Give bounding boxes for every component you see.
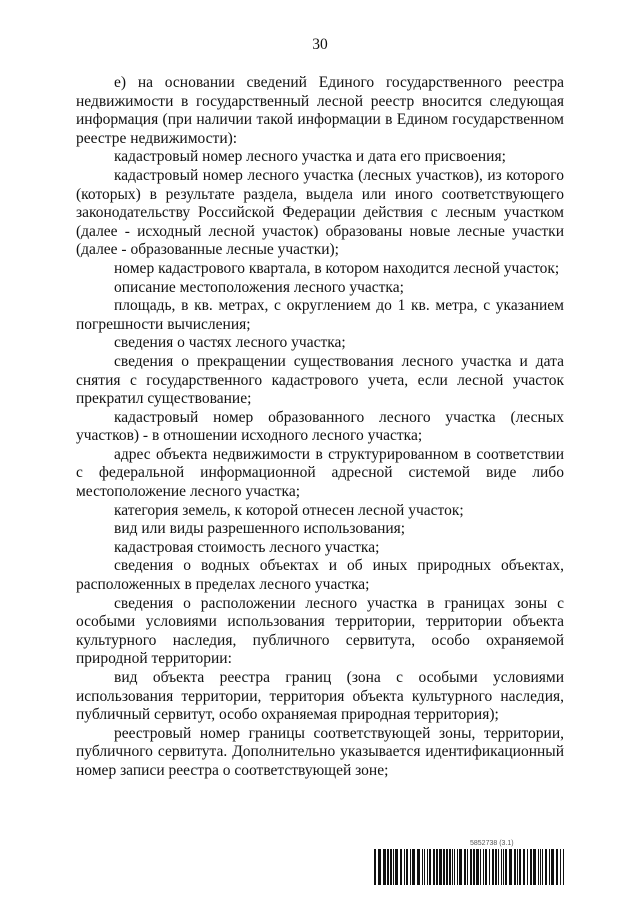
barcode-bar <box>412 849 415 885</box>
paragraph: вид или виды разрешенного использования; <box>114 520 406 538</box>
barcode-bar <box>514 849 516 885</box>
page-number: 30 <box>312 36 328 53</box>
barcode-bar <box>387 849 389 885</box>
paragraph: кадастровый номер образованного лесного участка (лесных участков) - в отношении исходного лесного участка; <box>76 408 564 445</box>
barcode-bar <box>400 849 402 885</box>
paragraph: кадастровый номер лесного участка (лесных участков), из которого (которых) в результате раздела, выдела или иного соответствующего законодательству Российской Федерации действия с лесным участком (далее - исходный лесной участок) образованы новые лесные участки (далее - образованные лесные участки); <box>76 166 564 259</box>
paragraph: сведения о прекращении существования лесного участка и дата снятия с государственного кадастрового учета, если лесной участок прекратил существование; <box>76 352 564 408</box>
barcode-bar <box>551 849 554 885</box>
barcode-bar <box>485 849 487 885</box>
barcode-bar <box>483 849 484 885</box>
barcode-bar <box>495 849 497 885</box>
barcode-bar <box>545 849 547 885</box>
paragraph: вид объекта реестра границ (зона с особыми условиями использования территории, территория объекта культурного наследия, публичный сервитут, особо охраняемая природная территория); <box>76 669 564 724</box>
barcode-bar <box>452 849 453 885</box>
barcode-bar <box>378 849 381 885</box>
barcode-bar <box>476 849 479 885</box>
barcode-bar <box>449 849 451 885</box>
paragraph: кадастровая стоимость лесного участка; <box>114 538 380 556</box>
barcode-bar <box>436 849 438 885</box>
barcode-bar <box>505 849 507 885</box>
barcode-bar <box>427 849 428 885</box>
paragraph: описание местоположения лесного участка; <box>114 278 404 296</box>
paragraph: номер кадастрового квартала, в котором находится лесной участок; <box>114 259 560 277</box>
barcode-bar <box>429 849 431 885</box>
barcode-bar <box>410 849 411 885</box>
barcode-bar <box>406 849 408 885</box>
barcode-bar <box>454 849 455 885</box>
barcode-bar <box>383 849 386 885</box>
barcode-bar <box>533 849 536 885</box>
paragraph: адрес объекта недвижимости в структурированном в соответствии с федеральной информационной адресной системой виде либо местоположение лесного участка; <box>76 445 564 501</box>
barcode-bar <box>417 849 420 885</box>
paragraph: сведения о частях лесного участка; <box>114 334 346 352</box>
barcode-bar <box>446 849 448 885</box>
barcode-bar <box>527 849 528 885</box>
barcode-bar <box>374 849 376 885</box>
paragraph: реестровый номер границы соответствующей зоны, территории, публичного сервитута. Дополнительно указывается идентификационный номер записи реестра о соответствующей зоне; <box>76 724 564 779</box>
barcode-bar <box>530 849 532 885</box>
document-id: 5852738 (3.1) <box>470 840 514 847</box>
barcode-bar <box>404 849 405 885</box>
barcode-bar <box>439 849 442 885</box>
barcode-bar <box>498 849 499 885</box>
body-text <box>76 74 564 781</box>
barcode-bar <box>395 849 398 885</box>
barcode-bar <box>422 849 423 885</box>
barcode-bar <box>464 849 466 885</box>
barcode-bar <box>473 849 475 885</box>
barcode-bar <box>523 849 525 885</box>
barcode-bar <box>503 849 504 885</box>
barcode-bar <box>509 849 512 885</box>
barcode-bar <box>424 849 425 885</box>
barcode-bar <box>433 849 435 885</box>
barcode <box>374 849 564 885</box>
paragraph: категория земель, к которой отнесен лесной участок; <box>114 501 464 519</box>
barcode-bar <box>560 849 561 885</box>
barcode-bar <box>563 849 564 885</box>
barcode-bar <box>443 849 445 885</box>
barcode-bar <box>519 849 521 885</box>
barcode-bar <box>549 849 550 885</box>
barcode-bar <box>489 849 490 885</box>
paragraph: е) на основании сведений Единого государственного реестра недвижимости в государственный лесной реестр вносится следующая информация (при наличии такой информации в Едином государственном реестре недвижимости): <box>76 74 564 147</box>
barcode-bar <box>517 849 518 885</box>
barcode-bar <box>540 849 541 885</box>
barcode-bar <box>470 849 472 885</box>
barcode-bar <box>501 849 502 885</box>
paragraph: сведения о расположении лесного участка в границах зоны с особыми условиями использования территории, территории объекта культурного наследия, публичного сервитута, особо охраняемой природной территории: <box>76 594 564 668</box>
barcode-bar <box>538 849 539 885</box>
barcode-bar <box>467 849 468 885</box>
barcode-bar <box>457 849 458 885</box>
barcode-bar <box>459 849 462 885</box>
barcode-bar <box>393 849 394 885</box>
barcode-bar <box>390 849 392 885</box>
barcode-bar <box>542 849 543 885</box>
paragraph: сведения о водных объектах и об иных природных объектах, расположенных в пределах лесного участка; <box>76 557 564 594</box>
barcode-bar <box>556 849 558 885</box>
barcode-bar <box>480 849 481 885</box>
paragraph: кадастровый номер лесного участка и дата его присвоения; <box>114 148 506 166</box>
paragraph: площадь, в кв. метрах, с округлением до 1 кв. метра, с указанием погрешности вычисления; <box>76 297 564 333</box>
barcode-bar <box>492 849 494 885</box>
